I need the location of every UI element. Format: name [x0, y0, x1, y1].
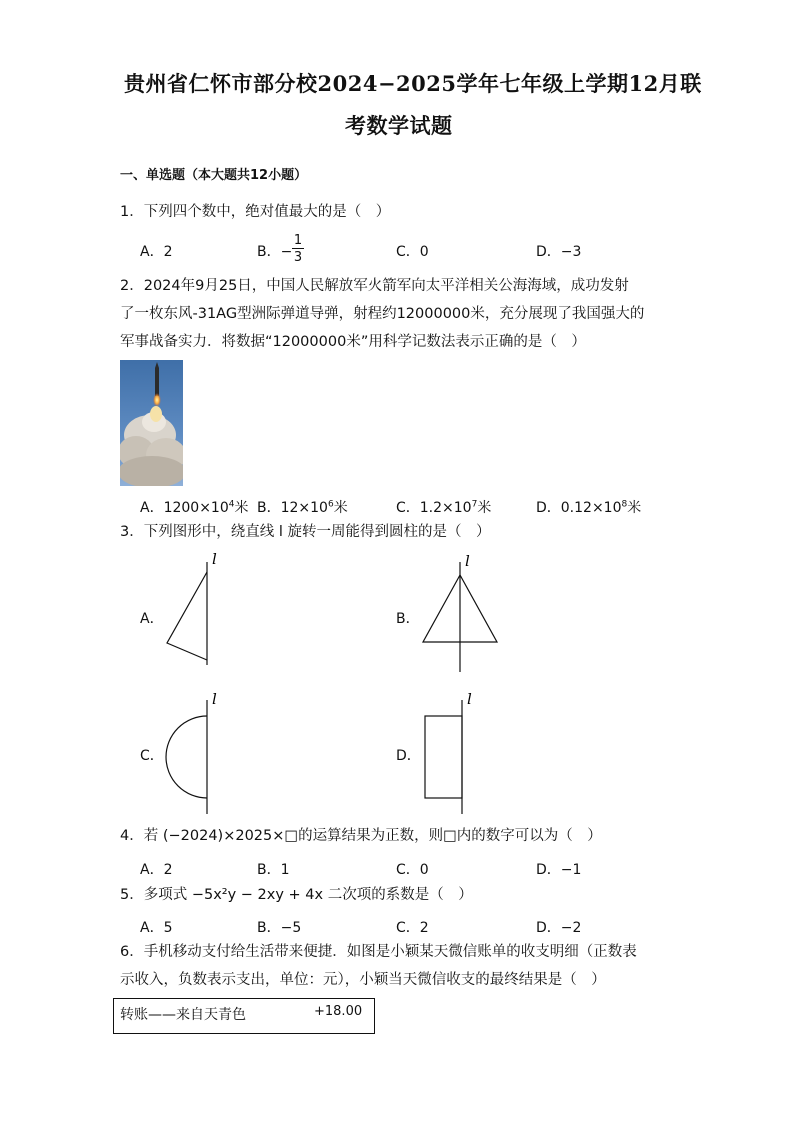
- q1-option-d: D．−3: [536, 244, 582, 260]
- q5-option-c: C．2: [396, 920, 429, 936]
- wechat-bill-table: [113, 998, 375, 1034]
- q4-option-c: C．0: [396, 862, 429, 878]
- q2-option-d-unit: 米: [627, 500, 642, 516]
- q1-option-b: [257, 241, 292, 261]
- bill-row-label: 转账——来自天青色: [120, 1007, 246, 1023]
- question-6-line1: 6．手机移动支付给生活带来便捷．如图是小颖某天微信账单的收支明细（正数表: [120, 944, 637, 960]
- q3-figure-b: [415, 550, 505, 675]
- q2-option-d: [536, 497, 641, 517]
- q4-option-b: B．1: [257, 862, 290, 878]
- q4-option-d: D．−1: [536, 862, 582, 878]
- q1-option-c: C．0: [396, 244, 429, 260]
- q3-option-c-label: C．: [140, 748, 164, 764]
- q2-option-d-base: D．0.12×10: [536, 500, 622, 516]
- q2-option-c-unit: 米: [477, 500, 492, 516]
- triangle-shape: [167, 572, 207, 660]
- q1-option-a: A．2: [140, 244, 173, 260]
- q2-option-a-base: A．1200×10: [140, 500, 229, 516]
- axis-label-l: l: [467, 690, 472, 708]
- section-header: 一、单选题（本大题共12小题）: [120, 168, 308, 183]
- q5-option-d: D．−2: [536, 920, 582, 936]
- axis-label-l: l: [212, 690, 217, 708]
- q3-option-d-label: D．: [396, 748, 421, 764]
- question-4-stem: 4．若 (−2024)×2025×□的运算结果为正数，则□内的数字可以为（ ）: [120, 828, 602, 844]
- q2-option-a-unit: 米: [234, 500, 249, 516]
- q5-option-b: B．−5: [257, 920, 302, 936]
- question-3-stem: 3．下列图形中，绕直线 l 旋转一周能得到圆柱的是（ ）: [120, 524, 491, 540]
- fraction-numerator: 1: [293, 233, 303, 248]
- fraction-bar: [292, 248, 304, 249]
- question-2-line2: 了一枚东风-31AG型洲际弹道导弹，射程约12000000米，充分展现了我国强大的: [120, 306, 645, 322]
- axis-label-l: l: [212, 550, 217, 568]
- q4-option-a: A．2: [140, 862, 173, 878]
- q2-option-c: [396, 497, 491, 517]
- q2-option-c-exponent: 7: [471, 499, 478, 510]
- bill-row-amount: +18.00: [314, 1004, 363, 1019]
- question-5-stem: 5．多项式 −5x²y − 2xy + 4x 二次项的系数是（ ）: [120, 887, 473, 903]
- page-title-line2: 考数学试题: [345, 113, 453, 138]
- q2-option-c-base: C．1.2×10: [396, 500, 472, 516]
- q2-option-b: [257, 497, 348, 517]
- q2-option-b-exponent: 6: [327, 499, 334, 510]
- q2-option-a-exponent: 4: [228, 499, 235, 510]
- axis-label-l: l: [465, 552, 470, 570]
- fraction-denominator: 3: [293, 250, 303, 265]
- semicircle-shape: [166, 716, 207, 798]
- q2-option-b-unit: 米: [333, 500, 348, 516]
- question-6-line2: 示收入，负数表示支出，单位：元），小颖当天微信收支的最终结果是（ ）: [120, 972, 606, 988]
- q3-figure-a: [160, 550, 230, 670]
- question-1-stem: 1．下列四个数中，绝对值最大的是（ ）: [120, 204, 391, 220]
- q3-option-b-label: B．: [396, 611, 420, 627]
- question-2-line3: 军事战备实力．将数据“12000000米”用科学记数法表示正确的是（ ）: [120, 334, 586, 350]
- q3-figure-d: [415, 688, 485, 818]
- page-title: 贵州省仁怀市部分校2024−2025学年七年级上学期12月联: [124, 71, 702, 96]
- q1-option-b-prefix: B．−: [257, 244, 293, 260]
- missile-launch-image: [120, 360, 183, 486]
- q1-option-b-fraction: [291, 233, 305, 267]
- q3-figure-c: [160, 688, 230, 818]
- q2-option-d-exponent: 8: [621, 499, 628, 510]
- q2-option-a: [140, 497, 249, 517]
- q2-option-b-base: B．12×10: [257, 500, 328, 516]
- q3-option-a-label: A．: [140, 611, 164, 627]
- rectangle-shape: [425, 716, 462, 798]
- question-2-line1: 2．2024年9月25日，中国人民解放军火箭军向太平洋相关公海海域，成功发射: [120, 278, 629, 294]
- q5-option-a: A．5: [140, 920, 173, 936]
- missile-launch-illustration: [120, 360, 183, 486]
